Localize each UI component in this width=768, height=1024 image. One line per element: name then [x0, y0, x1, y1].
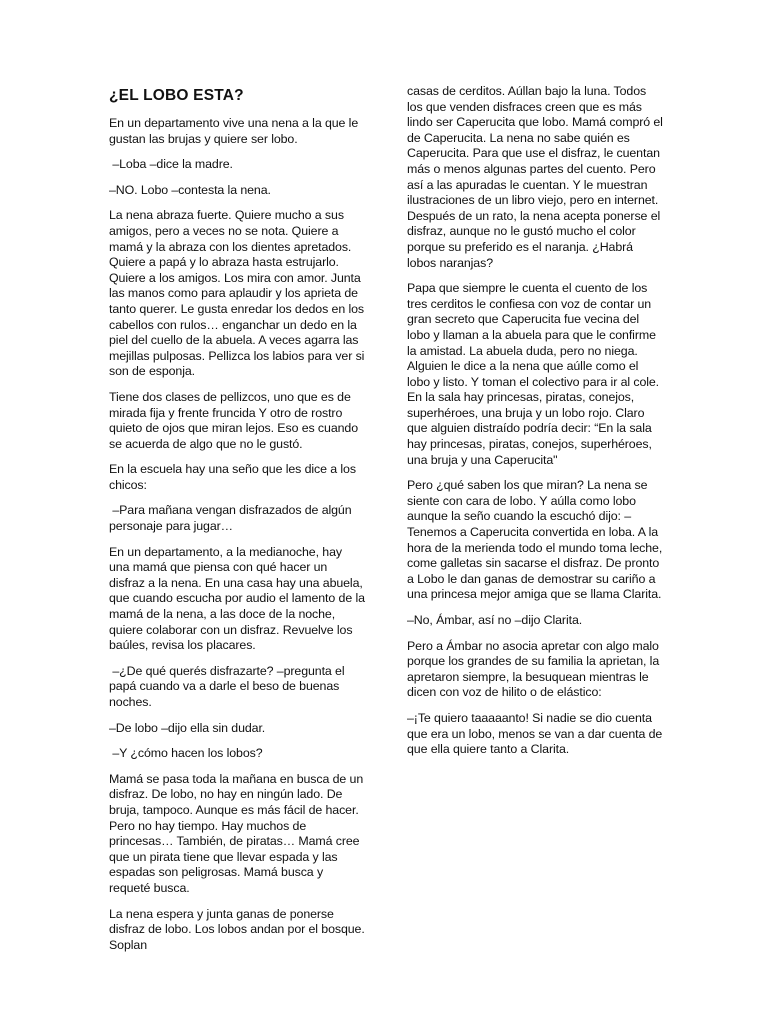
- paragraph: –Y ¿cómo hacen los lobos?: [109, 746, 263, 761]
- paragraph: –De lobo –dijo ella sin dudar.: [109, 720, 266, 735]
- right-column: [407, 84, 667, 768]
- paragraph: Mamá se pasa toda la mañana en busca de un disfraz. De lobo, no hay en ningún lado. De bruja, tampoco. Aunque es más fácil de hacer. Pero no hay tiempo. Hay muchos de princesas… También, de piratas… Mamá cree que un pirata tiene que llevar espada y las espadas son peligrosas. Mamá busca y requeté busca.: [109, 771, 367, 895]
- paragraph: –No, Ámbar, así no –dijo Clarita.: [407, 613, 583, 627]
- paragraph: En la escuela hay una seño que les dice a los chicos:: [109, 462, 360, 492]
- paragraph: En un departamento vive una nena a la que le gustan las brujas y quiere ser lobo.: [109, 116, 362, 146]
- paragraph: Pero ¿qué saben los que miran? La nena se siente con cara de lobo. Y aúlla como lobo aunque la seño cuando la escuchó dijo: –Tenemos a Caperucita convertida en loba. A la hora de la merienda todo el mundo toma leche, come galletas sin sacarse el disfraz. De pronto a Lobo le dan ganas de demostrar su cariño a una princesa mejor amiga que se llama Clarita.: [407, 478, 666, 602]
- paragraph: La nena abraza fuerte. Quiere mucho a sus amigos, pero a veces no se nota. Quiere a mamá y la abraza con los dientes apretados. Quiere a papá y lo abraza hasta estrujarlo. Quiere a los amigos. Los mira con amor. Junta las manos como para aplaudir y los aprieta de tanto querer. Le gusta enredar los dedos en los cabellos con rulos… enganchar un dedo en la piel del cuello de la abuela. A veces agarra las mejillas pulposas. Pellizca los labios para ver si son de esponja.: [109, 208, 368, 379]
- paragraph: –¡Te quiero taaaaanto! Si nadie se dio cuenta que era un lobo, menos se van a dar cuenta de que ella quiere tanto a Clarita.: [407, 710, 666, 757]
- paragraph: –Loba –dice la madre.: [109, 157, 233, 172]
- paragraph: –¿De qué querés disfrazarte? –pregunta el papá cuando va a darle el beso de buenas noches.: [109, 663, 348, 709]
- paragraph: –NO. Lobo –contesta la nena.: [109, 182, 271, 197]
- paragraph: Pero a Ámbar no asocia apretar con algo malo porque los grandes de su familia la aprietan, la apretaron siempre, la besuquean mientras le dicen con voz de hilito o de elástico:: [407, 638, 663, 700]
- story-title: ¿EL LOBO ESTA?: [109, 87, 244, 104]
- paragraph: Tiene dos clases de pellizcos, uno que es de mirada fija y frente fruncida Y otro de rostro quieto de ojos que miran lejos. Eso es cuando se acuerda de algo que no le gustó.: [109, 389, 362, 451]
- left-column: [109, 86, 369, 963]
- paragraph: –Para mañana vengan disfrazados de algún personaje para jugar…: [109, 503, 355, 534]
- paragraph: La nena espera y junta ganas de ponerse disfraz de lobo. Los lobos andan por el bosque. Soplan: [109, 906, 369, 952]
- paragraph: Papa que siempre le cuenta el cuento de los tres cerditos le confiesa con voz de contar un gran secreto que Caperucita fue vecina del lobo y llaman a la abuela para que le confirme la amistad. La abuela duda, pero no niega. Alguien le dice a la nena que aúlle como el lobo y listo. Y toman el colectivo para ir al cole. En la sala hay princesas, piratas, conejos, superhéroes, una bruja y un lobo rojo. Claro que alguien distraído podría decir: “En la sala hay princesas, piratas, conejos, superhéroes, una bruja y una Caperucita": [407, 281, 663, 467]
- paragraph: En un departamento, a la medianoche, hay una mamá que piensa con qué hacer un disfraz a la nena. En una casa hay una abuela, que cuando escucha por audio el lamento de la mamá de la nena, a las doce de la noche, quiere colaborar con un disfraz. Revuelve los baúles, revisa los placares.: [109, 544, 369, 653]
- paragraph: casas de cerditos. Aúllan bajo la luna. Todos los que venden disfraces creen que es más lindo ser Caperucita que lobo. Mamá compró el de Caperucita. La nena no sabe quién es Caperucita. Para que use el disfraz, le cuentan más o menos algunas partes del cuento. Pero así a las apuradas le cuentan. Y le muestran ilustraciones de un libro viejo, pero en internet. Después de un rato, la nena acepta ponerse el disfraz, aunque no le gustó mucho el color porque su preferido es el naranja. ¿Habrá lobos naranjas?: [407, 84, 667, 270]
